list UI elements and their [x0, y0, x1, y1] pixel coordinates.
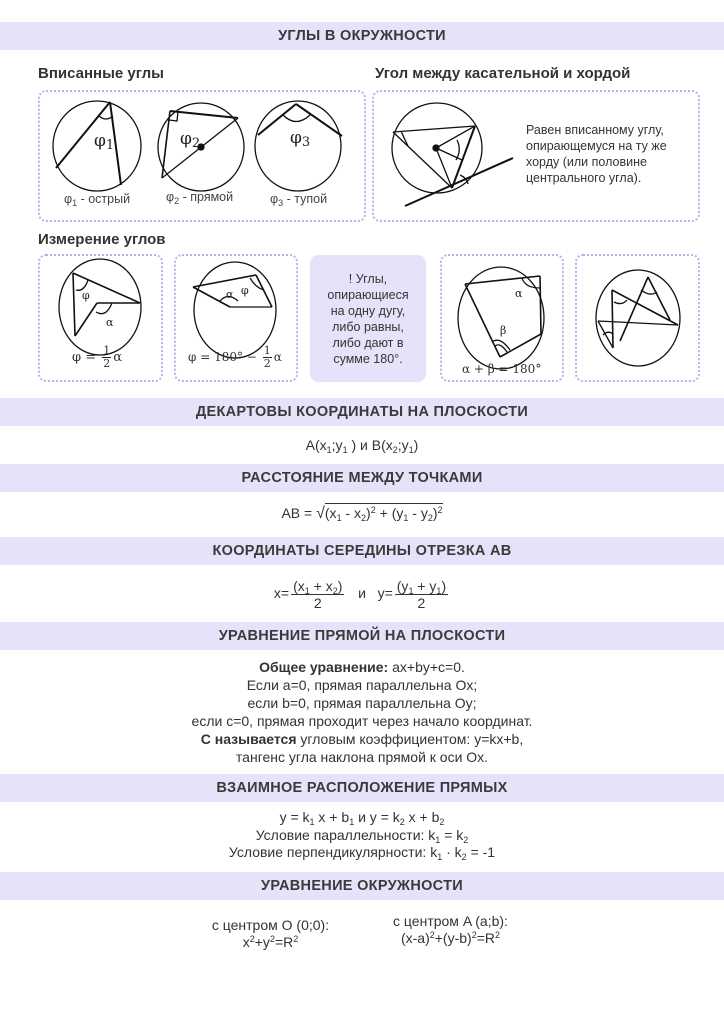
- caption-acute: $\varphi_1$ - острый: [64, 192, 131, 208]
- formula-text: ): [413, 437, 419, 453]
- section-header-distance: [0, 464, 724, 492]
- formula-sup: 2: [249, 934, 255, 944]
- section-title: ДЕКАРТОВЫ КООРДИНАТЫ НА ПЛОСКОСТИ: [195, 404, 529, 420]
- formula-text: Условие перпендикулярности: k: [228, 844, 438, 860]
- section-header-circle-equation: [0, 872, 724, 900]
- formula-sup: 2: [471, 930, 477, 940]
- tangent-chord-heading: Угол между касательной и хордой: [375, 65, 631, 82]
- formula-text: - x: [341, 505, 362, 521]
- formula-text: ;y: [397, 437, 409, 453]
- phi3-label: φ3: [290, 128, 311, 150]
- mutual-lines-text: [0, 809, 724, 862]
- formula-sub: 2: [332, 586, 338, 596]
- section-header-cartesian: [0, 398, 724, 426]
- section-title: РАССТОЯНИЕ МЕЖДУ ТОЧКАМИ: [241, 470, 483, 486]
- formula-sup: 2: [370, 505, 376, 515]
- alpha-label: α: [226, 288, 234, 301]
- formula-sub: 2: [439, 817, 445, 827]
- formula-sub: 1: [408, 586, 414, 596]
- formula-text: + (y: [375, 505, 404, 521]
- phi2-label: φ2: [180, 129, 201, 151]
- formula-sub: 2: [392, 445, 398, 455]
- formula-sub: 1: [336, 513, 342, 523]
- formula-text: и y = k: [354, 809, 400, 825]
- formula-sup: 2: [437, 505, 443, 515]
- measure-box-4: [575, 254, 700, 382]
- formula-sub: 1: [436, 586, 442, 596]
- formula-text: = k: [440, 826, 464, 843]
- formula-text: = -1: [466, 844, 496, 860]
- formula-text: x: [242, 934, 250, 950]
- beta-label: β: [500, 324, 507, 337]
- formula-text: ): [432, 505, 438, 521]
- formula-text: (x: [324, 505, 337, 521]
- formula-text: (x: [293, 578, 305, 594]
- formula-alpha-beta: α + β = 180°: [462, 362, 542, 376]
- formula-text: ): [441, 578, 447, 594]
- formula-text: +(y-b): [434, 930, 472, 946]
- formula-sub: 1: [437, 852, 443, 862]
- formula-text: (x-a): [400, 930, 430, 946]
- section-header-line-equation: [0, 622, 724, 650]
- formula-sup: 2: [269, 934, 275, 944]
- caption-obtuse: $\varphi_3$ - тупой: [270, 192, 328, 208]
- formula-text: y = k: [279, 809, 310, 825]
- section-title: УГЛЫ В ОКРУЖНОСТИ: [278, 28, 446, 44]
- formula-text: ;y: [331, 437, 343, 453]
- formula-text: Условие параллельности: k: [255, 826, 436, 843]
- angle-measure-heading: Измерение углов: [38, 231, 166, 248]
- section-header-mutual-lines: [0, 774, 724, 802]
- formula-sup: 2: [293, 934, 299, 944]
- tangent-chord-text: Равен вписанному углу, опирающемуся на ту же хорду (или половине центрального угла).: [526, 123, 667, 185]
- formula-text: A(x: [305, 437, 327, 453]
- formula-text: =R: [274, 934, 294, 950]
- cartesian-points-formula: [0, 437, 724, 453]
- formula-text: x + b: [404, 809, 440, 825]
- section-title: КООРДИНАТЫ СЕРЕДИНЫ ОТРЕЗКА АВ: [212, 543, 512, 559]
- formula-sub: 2: [399, 817, 405, 827]
- formula-half-alpha: φ = $\frac{1}{2}$ α: [72, 344, 123, 370]
- formula-text: (y: [396, 578, 409, 594]
- formula-text: =R: [476, 930, 496, 946]
- distance-formula: AB = $√(x_1 - x_2)^2 + (y_1 - y_2)^2$: [281, 505, 443, 523]
- formula-sub: 1: [408, 445, 414, 455]
- formula-sub: 2: [361, 513, 367, 523]
- formula-sup: 2: [495, 930, 501, 940]
- formula-text: ) и B(x: [347, 437, 393, 453]
- inscribed-angles-heading: Вписанные углы: [38, 65, 164, 82]
- formula-sup: 2: [429, 930, 435, 940]
- formula-sub: 1: [435, 834, 441, 845]
- alpha-label: α: [106, 316, 114, 329]
- formula-sub: 1: [309, 817, 315, 827]
- formula-text: ): [366, 505, 371, 521]
- formula-text: ): [337, 578, 343, 594]
- section-title: УРАВНЕНИЕ ПРЯМОЙ НА ПЛОСКОСТИ: [218, 628, 506, 644]
- formula-sub: 2: [427, 513, 433, 523]
- formula-sub: 1: [326, 445, 332, 455]
- formula-text: +y: [254, 934, 270, 950]
- formula-text: x + b: [314, 809, 350, 825]
- formula-text: + y: [413, 578, 437, 594]
- alpha-label: α: [515, 287, 523, 300]
- formula-text: + x: [309, 578, 333, 594]
- section-title: УРАВНЕНИЕ ОКРУЖНОСТИ: [261, 878, 463, 894]
- line-equation-text: Общее уравнение: ax+by+c=0. Если a=0, прямая параллельна Ox; если b=0, прямая параллельна Oy; если c=0, прямая проходит через начало координат. C называется угловым коэффициентом: y=kx+b, тангенс угла наклона прямой к оси Ox.: [191, 659, 533, 765]
- formula-sub: 1: [304, 586, 310, 596]
- formula-sub: 1: [342, 445, 348, 455]
- circle-eq-center-a: с центром A (a;b): $(x-a)^2+(y-b)^2=R^2$: [393, 913, 508, 946]
- formula-sub: 2: [463, 834, 469, 845]
- formula-sub: 2: [461, 852, 467, 862]
- phi1-label: φ1: [94, 131, 115, 153]
- formula-180-minus-half-alpha: φ = 180° − $\frac{1}{2}$ α: [188, 344, 282, 370]
- inscribed-angles-note: ! Углы, опирающиеся на одну дугу, либо равны, либо дают в сумме 180°.: [310, 255, 426, 382]
- phi-label: φ: [241, 284, 249, 297]
- circle-eq-origin: с центром O (0;0): $x^2+y^2=R^2$: [211, 917, 330, 950]
- formula-sub: 1: [349, 817, 355, 827]
- caption-right: $\varphi_2$ - прямой: [166, 190, 234, 206]
- formula-text: - y: [408, 505, 428, 521]
- formula-sub: 1: [403, 513, 409, 523]
- phi-label: φ: [82, 289, 90, 302]
- midpoint-formula: x= $\frac{(x_1 + x_2)}{2}$ и y= $\frac{(y_1 + y_1)}{2}$: [273, 578, 447, 611]
- formula-text: · k: [442, 844, 462, 860]
- section-header-midpoint: [0, 537, 724, 565]
- section-title: ВЗАИМНОЕ РАСПОЛОЖЕНИЕ ПРЯМЫХ: [216, 780, 508, 796]
